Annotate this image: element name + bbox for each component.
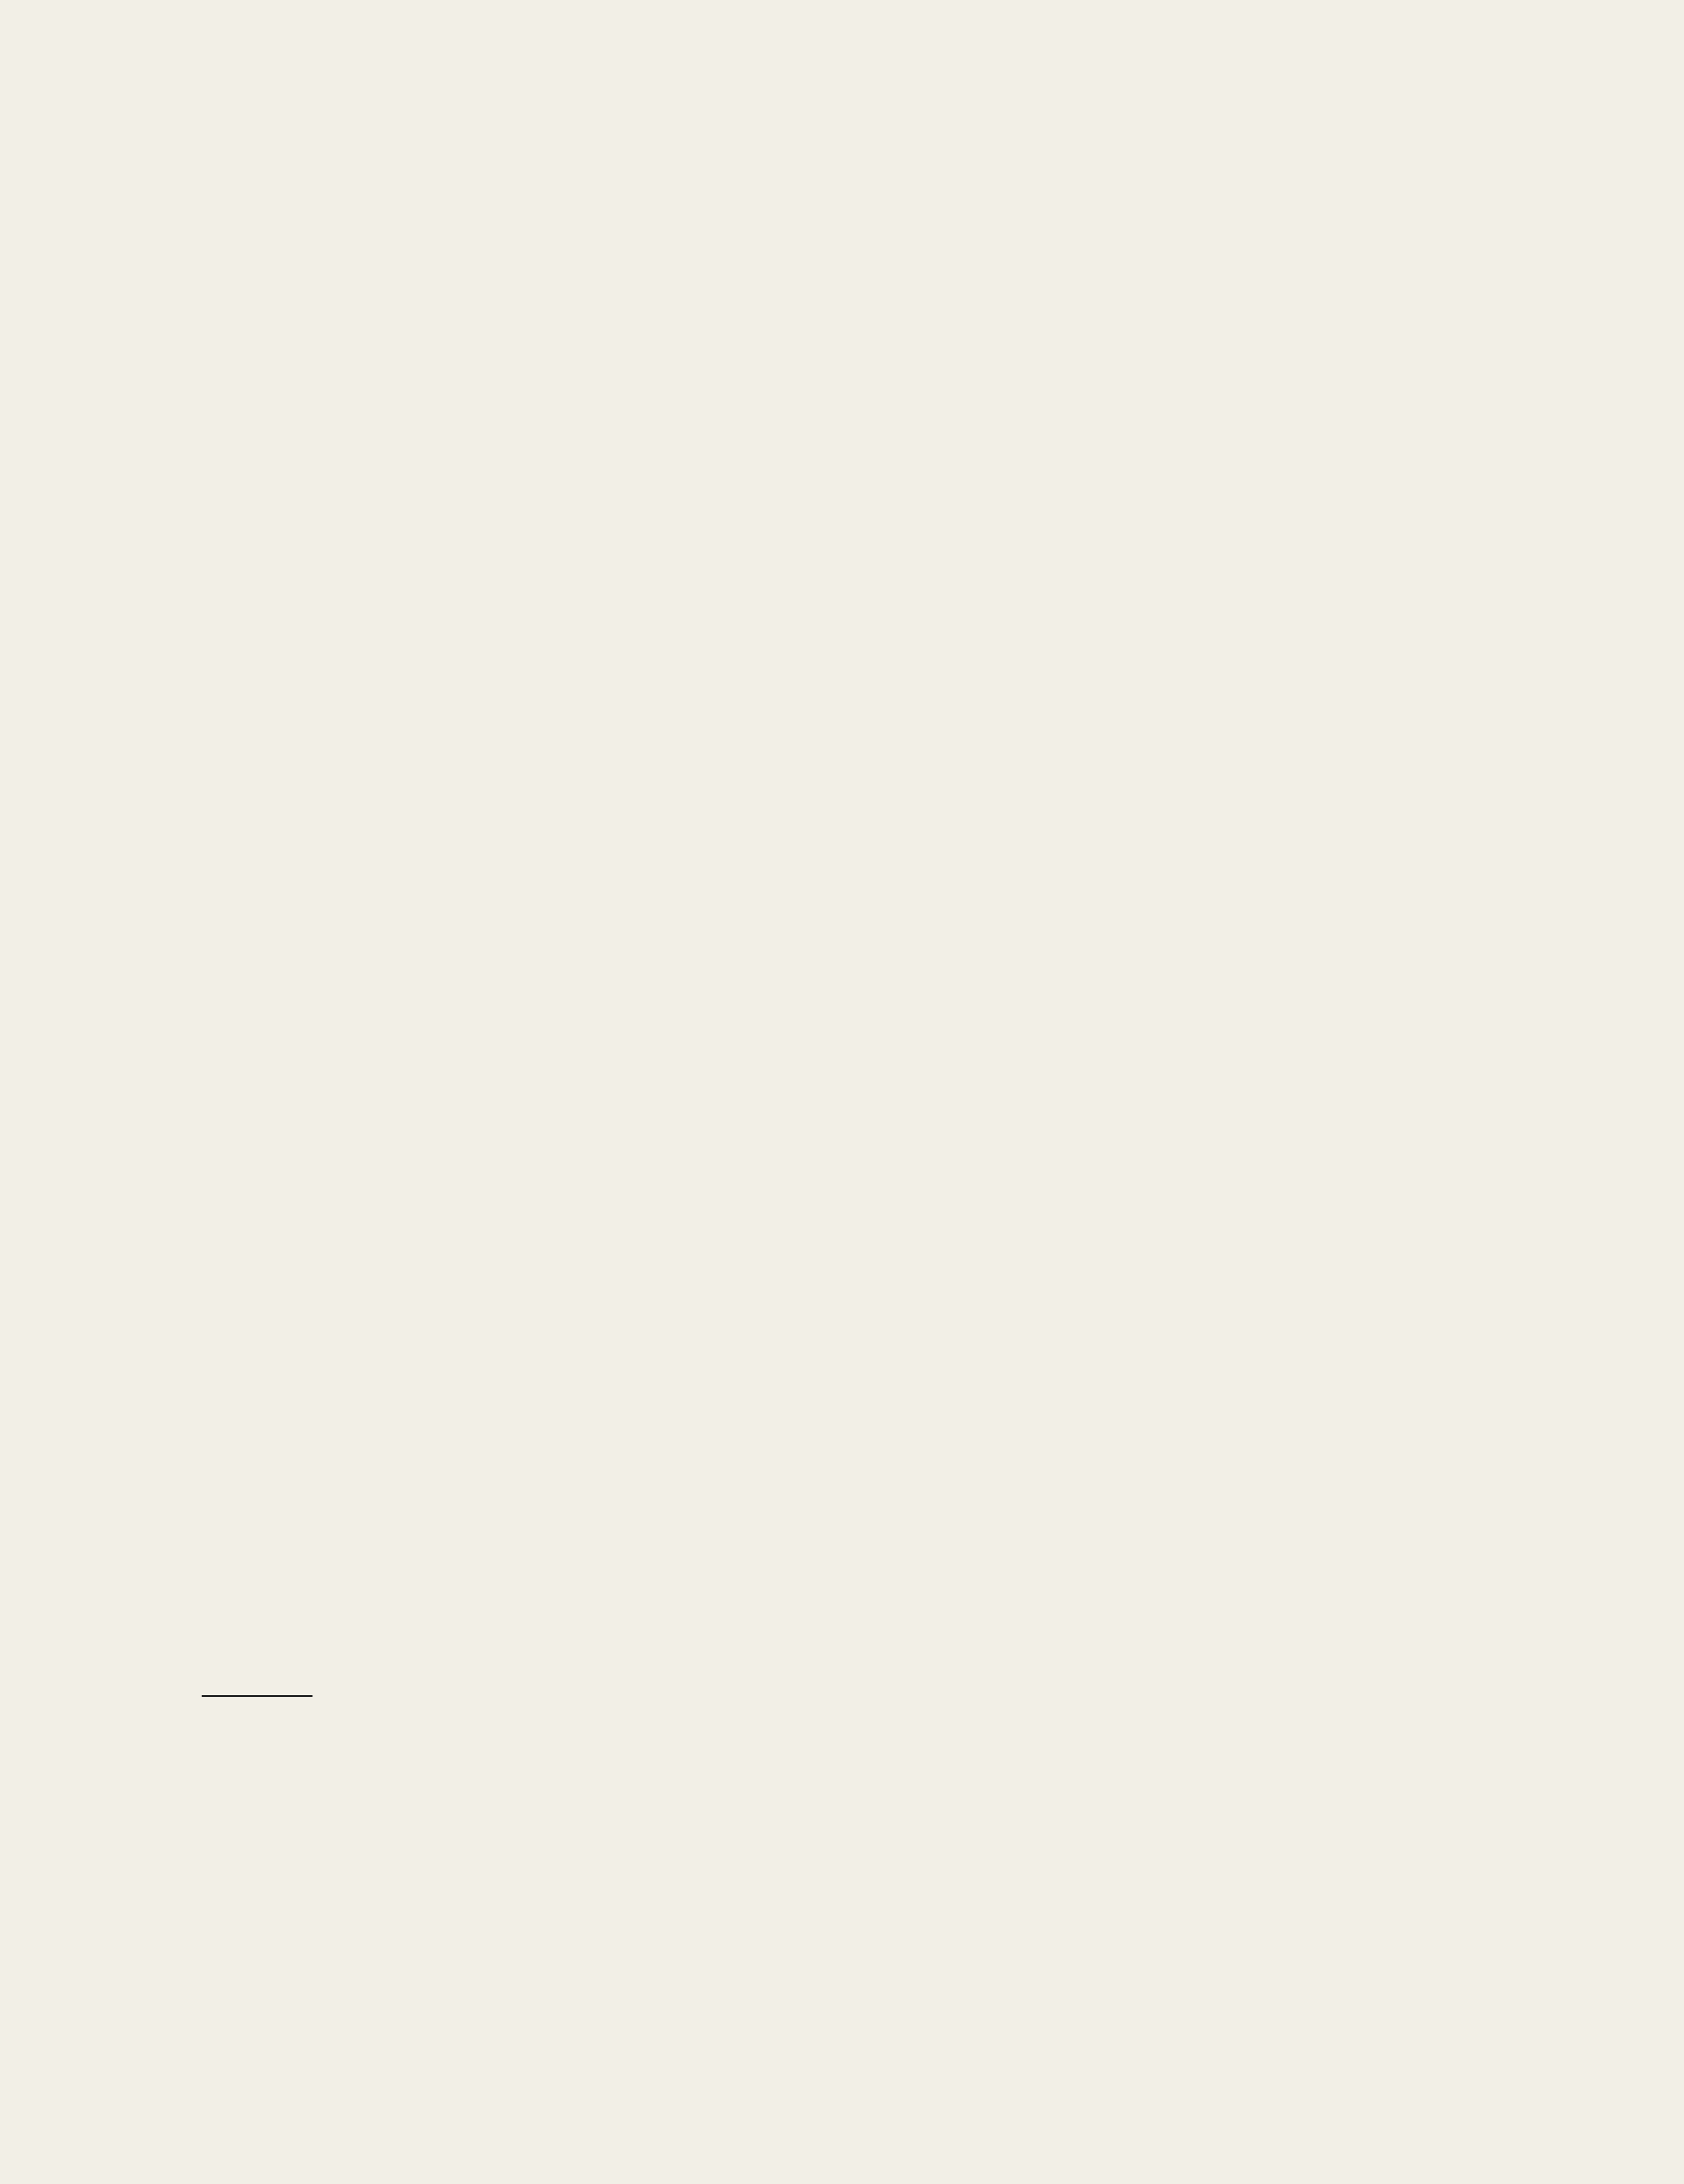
strike-through-line (202, 1695, 312, 1697)
